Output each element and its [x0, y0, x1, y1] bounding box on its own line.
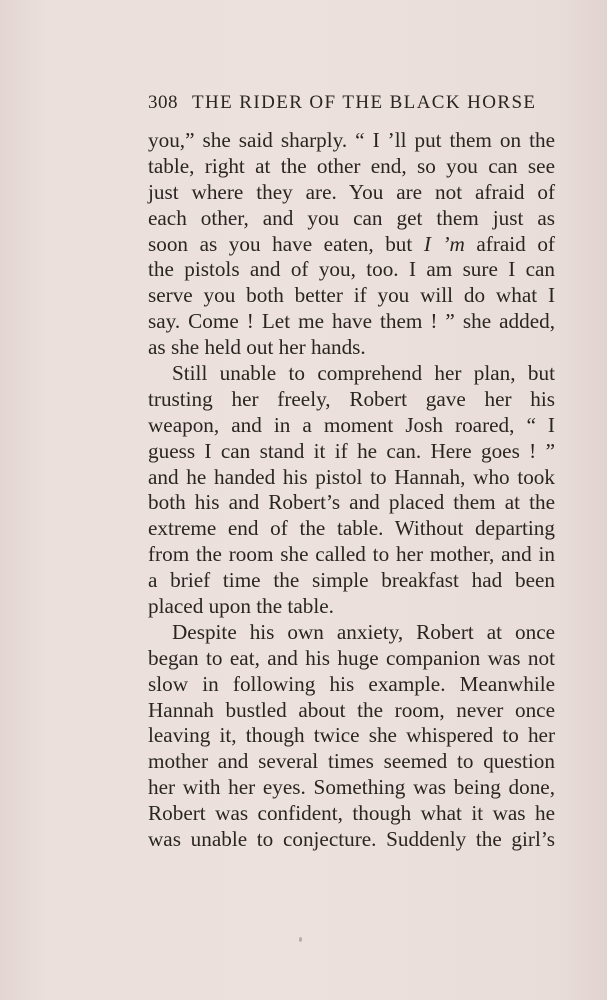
text-line: table, right at the other end, so you can see — [148, 153, 555, 178]
text-line: the pistols and of you, too. I am sure I can — [148, 257, 555, 282]
text-line: began to eat, and his huge companion was not — [148, 645, 555, 670]
text-line: was unable to conjecture. Suddenly the girl’s — [148, 827, 555, 852]
text-line: leaving it, though twice she whispered to her — [148, 723, 555, 748]
text-line: just where they are. You are not afraid of — [148, 179, 555, 204]
text-line: soon as you have eaten, but I ’m afraid of — [148, 231, 555, 256]
text-line: from the room she called to her mother, and in — [148, 542, 555, 567]
paper-speck — [299, 937, 302, 942]
text-line: Hannah bustled about the room, never once — [148, 697, 555, 722]
body-text — [148, 128, 555, 853]
text-line: placed upon the table. — [148, 594, 334, 619]
text-line: extreme end of the table. Without departing — [148, 516, 555, 541]
text-line: you,” she said sharply. “ I ’ll put them on the — [148, 128, 555, 152]
text-line: say. Come ! Let me have them ! ” she added, — [148, 309, 555, 334]
text-line: trusting her freely, Robert gave her his — [148, 386, 555, 411]
text-line: weapon, and in a moment Josh roared, “ I — [148, 412, 555, 437]
text-line: guess I can stand it if he can. Here goes ! ” — [148, 438, 555, 463]
running-head — [148, 92, 540, 114]
text-line: a brief time the simple breakfast had been — [148, 568, 555, 593]
running-head-title: THE RIDER OF THE BLACK HORSE — [192, 92, 537, 113]
page-number: 308 — [148, 92, 178, 113]
text-line: Robert was confident, though what it was he — [148, 801, 555, 826]
text-line: slow in following his example. Meanwhile — [148, 671, 555, 696]
text-line: serve you both better if you will do what I — [148, 283, 555, 308]
text-line: mother and several times seemed to question — [148, 749, 555, 774]
text-line: her with her eyes. Something was being done, — [148, 775, 555, 800]
text-line: Despite his own anxiety, Robert at once — [172, 619, 555, 644]
text-line: as she held out her hands. — [148, 335, 366, 360]
text-line: each other, and you can get them just as — [148, 205, 555, 230]
text-line: Still unable to comprehend her plan, but — [172, 361, 555, 386]
text-line: both his and Robert’s and placed them at the — [148, 490, 555, 515]
text-line: and he handed his pistol to Hannah, who took — [148, 464, 555, 489]
